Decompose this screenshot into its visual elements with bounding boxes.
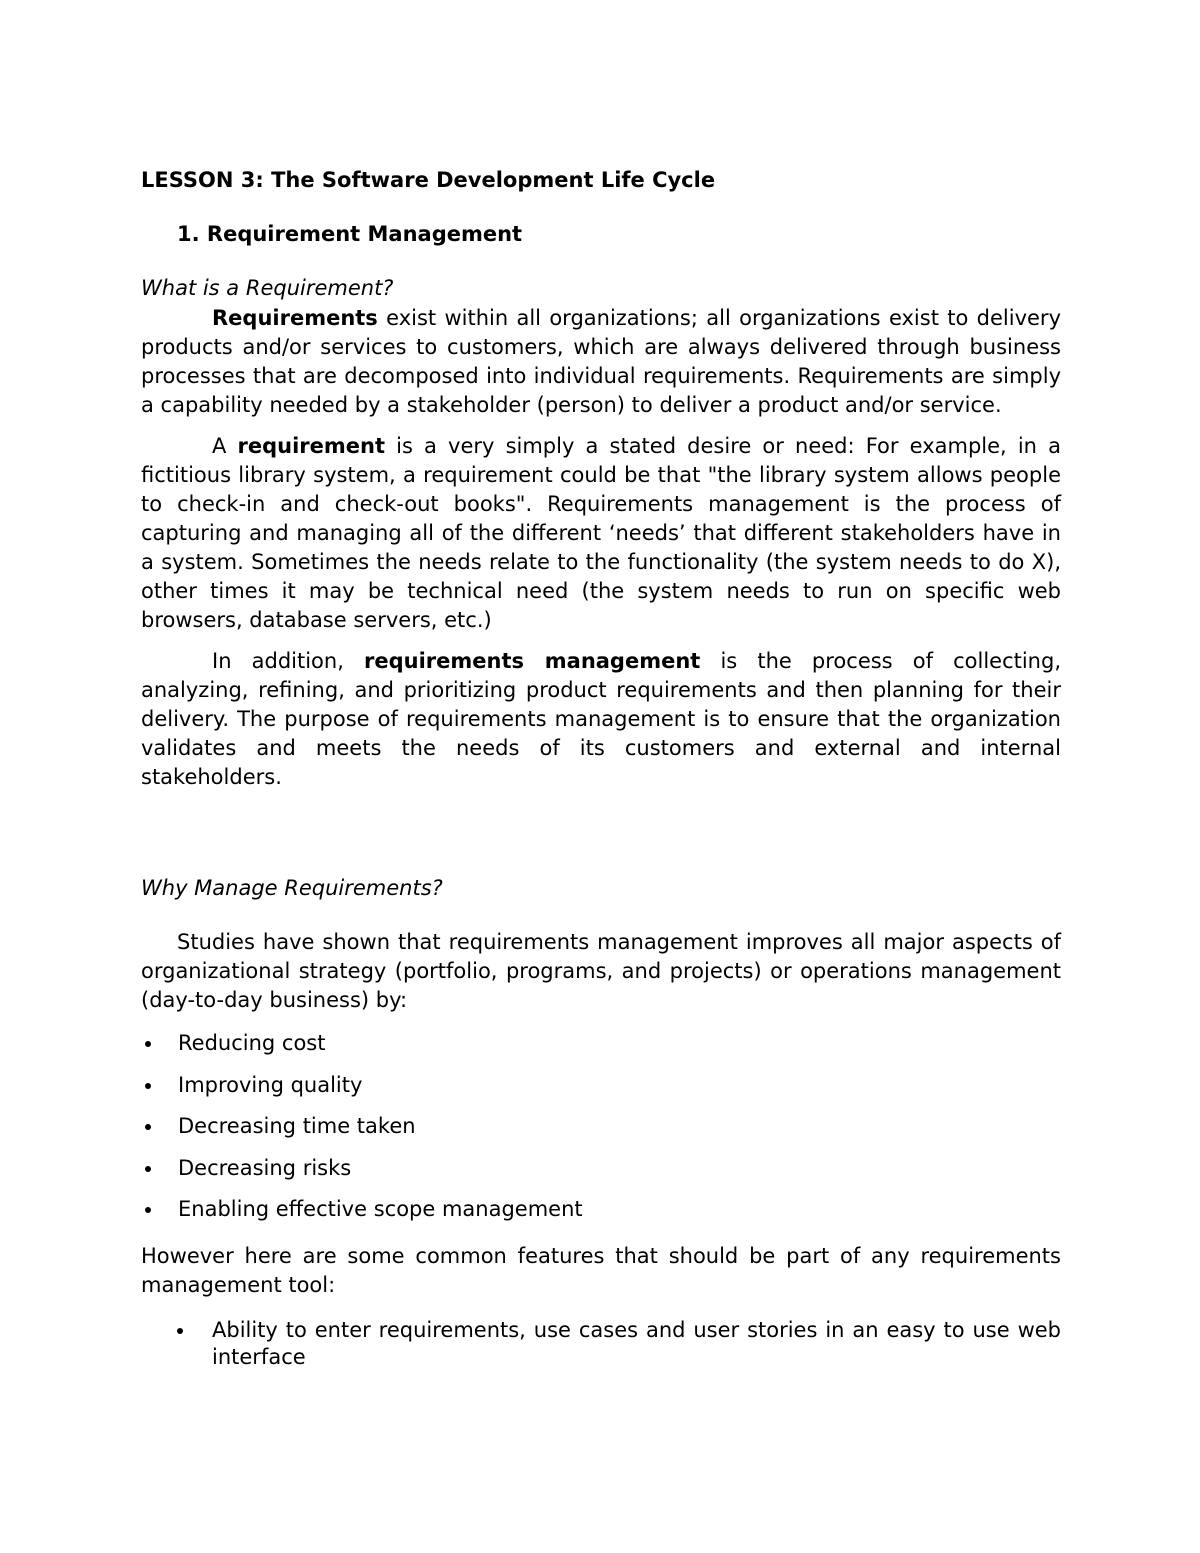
list-item-text: Ability to enter requirements, use cases and user stories in an easy to use web interface — [212, 1318, 1061, 1369]
list-item-text: Decreasing time taken — [178, 1114, 416, 1138]
list-item-text: Decreasing risks — [178, 1155, 352, 1180]
paragraph-requirement-example — [141, 432, 1061, 635]
bullet-icon — [145, 1207, 151, 1213]
list-item — [141, 1029, 1061, 1058]
paragraph-text: is a very simply a stated desire or need: For example, in a fictitious library system, a requirement could be that "the library system allows people to check-in and check-out books". Requirements management is the process of capturing and managing all of the different ‘needs’ that different stakeholders have in a system. Sometimes the needs relate to the functionality (the system needs to do X), other times it may be technical need (the system needs to run on specific web browsers, database servers, etc.) — [141, 434, 1061, 632]
list-item-text: Reducing cost — [178, 1031, 326, 1055]
benefits-list — [141, 1029, 1061, 1224]
paragraph-text: exist within all organizations; all organizations exist to delivery products and/or services to customers, which are always delivered through business processes that are decomposed into individual requirements. Requirements are simply a capability needed by a stakeholder (person) to deliver a product and/or service. — [141, 306, 1061, 417]
bold-term-requirements-management: requirements management — [364, 649, 701, 673]
paragraph-studies: Studies have shown that requirements management improves all major aspects of organizational strategy (portfolio, programs, and projects) or operations management (day-to-day business) by: — [141, 930, 1061, 1012]
paragraph-requirements-management — [141, 647, 1061, 792]
paragraph-lead: In addition, — [212, 649, 365, 673]
lesson-title: LESSON 3: The Software Development Life Cycle — [141, 168, 716, 192]
bullet-icon — [145, 1124, 151, 1130]
bold-term-requirements: Requirements — [212, 306, 378, 330]
document-page — [141, 166, 1061, 1371]
features-list — [141, 1317, 1061, 1371]
list-item-text: Enabling effective scope management — [178, 1197, 583, 1221]
list-item — [141, 1112, 1061, 1141]
subheading-what-is-requirement: What is a Requirement? — [141, 276, 394, 300]
list-item — [141, 1154, 1061, 1183]
list-item — [141, 1071, 1061, 1100]
bullet-icon — [145, 1166, 151, 1172]
bullet-icon — [145, 1041, 151, 1047]
subheading-why-manage: Why Manage Requirements? — [141, 876, 443, 900]
paragraph-lead: A — [212, 434, 238, 458]
list-item — [141, 1195, 1061, 1224]
bold-term-requirement: requirement — [237, 434, 385, 458]
paragraph-text: is the process of collecting, analyzing, refining, and prioritizing product requirements and then planning for their delivery. The purpose of requirements management is to ensure that the organization validates and meets the needs of its customers and external and internal stakeholders. — [141, 649, 1062, 789]
list-item — [141, 1317, 1061, 1371]
paragraph-however: However here are some common features that should be part of any requirements management tool: — [141, 1244, 1061, 1297]
paragraph-requirements-definition — [141, 304, 1061, 420]
list-item-text: Improving quality — [178, 1072, 363, 1097]
section-heading: 1. Requirement Management — [177, 222, 523, 246]
bullet-icon — [145, 1083, 151, 1089]
bullet-icon — [177, 1328, 183, 1334]
